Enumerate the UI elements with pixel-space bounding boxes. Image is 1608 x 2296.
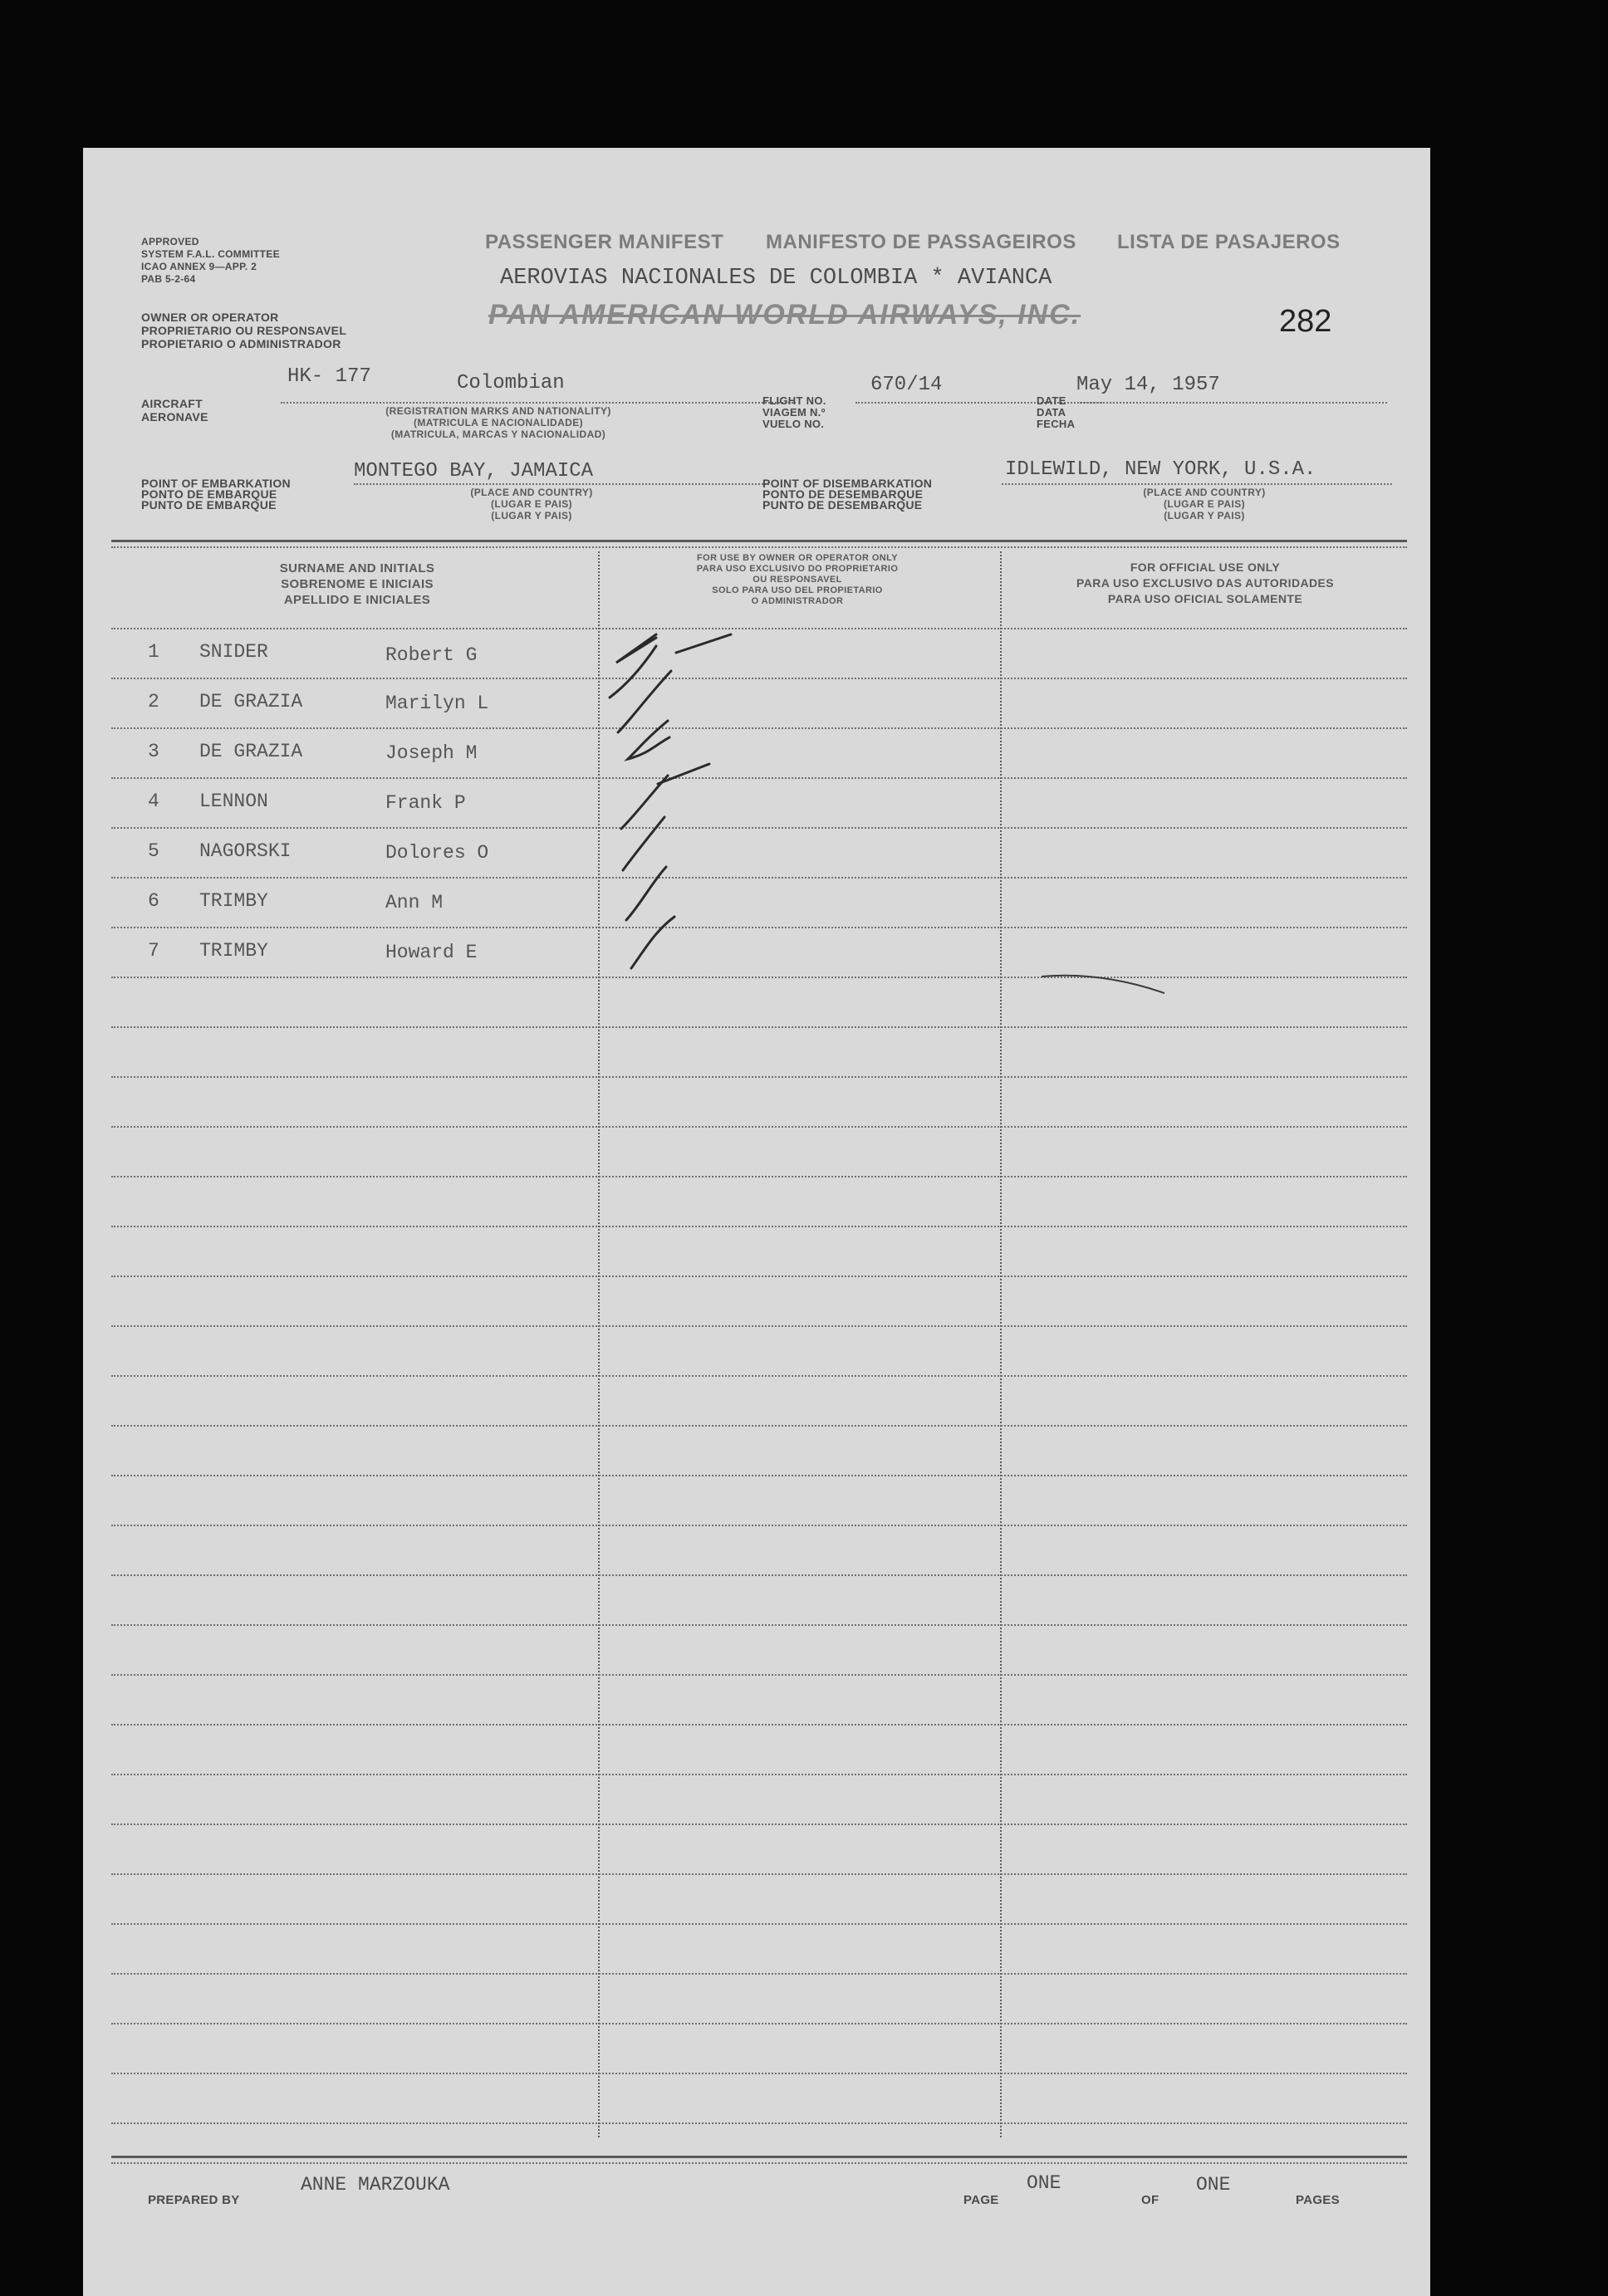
of-label: OF bbox=[1141, 2193, 1159, 2207]
pages-label: PAGES bbox=[1296, 2193, 1340, 2207]
passenger-surname: SNIDER bbox=[199, 641, 268, 663]
flight-label: FLIGHT NO. VIAGEM N.º VUELO NO. bbox=[762, 394, 826, 430]
column-header-owner-use: FOR USE BY OWNER OR OPERATOR ONLY PARA USO EXCLUSIVO DO PROPRIETARIO OU RESPONSAVEL SOLO PARA USO DEL PROPIETARIO O ADMINISTRADOR bbox=[696, 553, 899, 606]
check-mark bbox=[616, 634, 656, 663]
stray-pen-mark bbox=[1038, 968, 1171, 1001]
title-en: PASSENGER MANIFEST bbox=[485, 231, 724, 253]
table-row-line bbox=[111, 1923, 1407, 1925]
table-row-line bbox=[111, 1275, 1407, 1277]
table-row-line bbox=[111, 1226, 1407, 1227]
page-number: 282 bbox=[1279, 304, 1332, 339]
passenger-given-name: Howard E bbox=[385, 942, 478, 963]
aircraft-registration: HK- 177 bbox=[287, 365, 371, 388]
passenger-given-name: Joseph M bbox=[385, 742, 478, 764]
passenger-number: 4 bbox=[148, 791, 159, 812]
title-es: LISTA DE PASAJEROS bbox=[1117, 231, 1341, 253]
embarkation-label: POINT OF EMBARKATION PONTO DE EMBARQUE PUNTO DE EMBARQUE bbox=[141, 477, 291, 512]
passenger-surname: LENNON bbox=[199, 791, 268, 812]
flight-date: May 14, 1957 bbox=[1076, 374, 1220, 396]
passenger-surname: DE GRAZIA bbox=[199, 691, 303, 712]
aircraft-nationality: Colombian bbox=[457, 372, 565, 394]
check-marks bbox=[548, 621, 831, 1136]
disembarkation-sub-labels: (PLACE AND COUNTRY) (LUGAR E PAIS) (LUGAR Y PAIS) bbox=[1143, 487, 1266, 521]
of-pages-value: ONE bbox=[1196, 2174, 1231, 2196]
passenger-given-name: Frank P bbox=[385, 792, 466, 814]
approval-block bbox=[141, 236, 280, 286]
check-mark bbox=[631, 917, 674, 968]
table-row-line bbox=[111, 1973, 1407, 1975]
table-row-line bbox=[111, 1574, 1407, 1576]
embarkation-value: MONTEGO BAY, JAMAICA bbox=[354, 460, 594, 482]
table-row-line bbox=[111, 1475, 1407, 1476]
passenger-given-name: Robert G bbox=[385, 644, 478, 666]
passenger-surname: DE GRAZIA bbox=[199, 741, 303, 762]
passenger-number: 7 bbox=[148, 940, 159, 962]
approval-line: SYSTEM F.A.L. COMMITTEE bbox=[141, 248, 280, 260]
disembarkation-value: IDLEWILD, NEW YORK, U.S.A. bbox=[1005, 458, 1316, 481]
page-label: PAGE bbox=[963, 2193, 999, 2207]
table-row-line bbox=[111, 1375, 1407, 1377]
check-mark bbox=[676, 634, 731, 653]
disembarkation-label: POINT OF DISEMBARKATION PONTO DE DESEMBARQUE PUNTO DE DESEMBARQUE bbox=[762, 477, 933, 512]
operator-name: AEROVIAS NACIONALES DE COLOMBIA * AVIANCA bbox=[500, 266, 1052, 291]
check-mark bbox=[628, 721, 669, 759]
table-row-line bbox=[111, 1674, 1407, 1676]
flight-number: 670/14 bbox=[870, 374, 943, 396]
passenger-number: 5 bbox=[148, 840, 159, 862]
table-row-line bbox=[111, 1873, 1407, 1875]
table-row-line bbox=[111, 1525, 1407, 1526]
passenger-given-name: Dolores O bbox=[385, 842, 489, 864]
table-row-line bbox=[111, 1425, 1407, 1427]
table-row-line bbox=[111, 2023, 1407, 2024]
approval-line: APPROVED bbox=[141, 236, 199, 247]
passenger-surname: NAGORSKI bbox=[199, 840, 292, 862]
passenger-given-name: Marilyn L bbox=[385, 693, 489, 714]
aircraft-label: AIRCRAFT AERONAVE bbox=[141, 397, 208, 423]
check-mark bbox=[626, 867, 666, 920]
manifest-page bbox=[83, 148, 1430, 2296]
table-row-line bbox=[111, 1824, 1407, 1825]
approval-line: ICAO ANNEX 9—APP. 2 bbox=[141, 261, 257, 272]
date-label: DATE DATA FECHA bbox=[1037, 394, 1076, 430]
table-row-line bbox=[111, 1724, 1407, 1726]
operator-struck: PAN AMERICAN WORLD AIRWAYS, INC. bbox=[488, 299, 1081, 330]
passenger-number: 3 bbox=[148, 741, 159, 762]
title-pt: MANIFESTO DE PASSAGEIROS bbox=[766, 231, 1076, 253]
prepared-by-value: ANNE MARZOUKA bbox=[301, 2174, 450, 2196]
table-row-line bbox=[111, 1176, 1407, 1177]
check-mark bbox=[623, 817, 664, 870]
aircraft-sub-labels: (REGISTRATION MARKS AND NATIONALITY) (MATRICULA E NACIONALIDADE) (MATRICULA, MARCAS Y NACIONALIDAD) bbox=[385, 405, 611, 440]
passenger-given-name: Ann M bbox=[385, 892, 444, 913]
passenger-number: 2 bbox=[148, 691, 159, 712]
table-row-line bbox=[111, 2122, 1407, 2124]
passenger-surname: TRIMBY bbox=[199, 890, 268, 912]
approval-line: PAB 5-2-64 bbox=[141, 273, 196, 285]
owner-label: OWNER OR OPERATOR PROPRIETARIO OU RESPONSAVEL PROPIETARIO O ADMINISTRADOR bbox=[141, 311, 347, 350]
check-mark bbox=[658, 764, 709, 784]
column-header-names: SURNAME AND INITIALS SOBRENOME E INICIAIS APELLIDO E INICIALES bbox=[279, 561, 435, 607]
table-row-line bbox=[111, 1774, 1407, 1775]
passenger-surname: TRIMBY bbox=[199, 940, 268, 962]
prepared-by-label: PREPARED BY bbox=[148, 2193, 240, 2207]
check-mark bbox=[610, 646, 656, 698]
page-value: ONE bbox=[1027, 2172, 1061, 2194]
passenger-number: 6 bbox=[148, 890, 159, 912]
embarkation-sub-labels: (PLACE AND COUNTRY) (LUGAR E PAIS) (LUGAR Y PAIS) bbox=[470, 487, 593, 521]
table-row-line bbox=[111, 1325, 1407, 1327]
passenger-number: 1 bbox=[148, 641, 159, 663]
table-row-line bbox=[111, 2073, 1407, 2074]
column-header-official-use: FOR OFFICIAL USE ONLY PARA USO EXCLUSIVO DAS AUTORIDADES PARA USO OFICIAL SOLAMENTE bbox=[1076, 561, 1334, 605]
table-row-line bbox=[111, 1624, 1407, 1626]
